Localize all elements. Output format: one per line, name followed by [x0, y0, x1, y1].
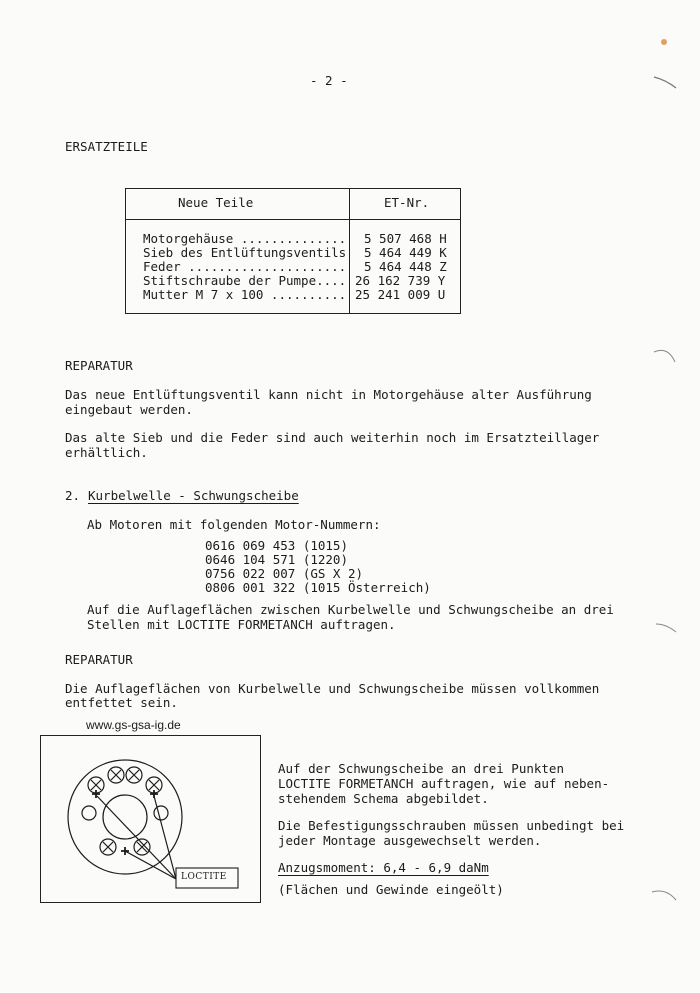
reparatur-1-para1-line2: eingebaut werden.: [65, 402, 193, 417]
page-number: - 2 -: [310, 73, 348, 88]
loctite-point-mark: [150, 790, 158, 798]
table-row-name: Sieb des Entlüftungsventils: [143, 245, 347, 260]
reparatur-2-line1: Die Auflageflächen von Kurbelwelle und Schwungscheibe müssen vollkommen: [65, 681, 600, 696]
flywheel-outer-circle: [68, 760, 182, 874]
side-text-line3: stehendem Schema abgebildet.: [278, 791, 489, 806]
motor-number-item: 0756 022 007 (GS X 2): [205, 566, 364, 581]
reparatur-heading-2: REPARATUR: [65, 652, 133, 667]
reparatur-1-para1-line1: Das neue Entlüftungsventil kann nicht in Motorgehäuse alter Ausführung: [65, 387, 592, 402]
table-row-number: 5 464 449 K: [364, 245, 447, 260]
bolt-hole: [154, 806, 168, 820]
section-2-instruction-line1: Auf die Auflageflächen zwischen Kurbelwelle und Schwungscheibe an drei: [87, 602, 614, 617]
reparatur-1-para2-line1: Das alte Sieb und die Feder sind auch weiterhin noch im Ersatzteillager: [65, 430, 600, 445]
table-row-name: Feder .....................: [143, 259, 347, 274]
table-header-number: ET-Nr.: [384, 195, 430, 210]
bolt-hole: [82, 806, 96, 820]
torque-spec: Anzugsmoment: 6,4 - 6,9 daNm: [278, 860, 489, 875]
flywheel-schema-svg: [41, 736, 260, 902]
table-row-name: Mutter M 7 x 100 ..........: [143, 287, 347, 302]
motor-number-item: 0616 069 453 (1015): [205, 538, 348, 553]
table-row-number: 5 507 468 H: [364, 231, 447, 246]
side-text-line2: LOCTITE FORMETANCH auftragen, wie auf neben-: [278, 776, 610, 791]
side-text-line4: Die Befestigungsschrauben müssen unbedingt bei: [278, 818, 625, 833]
table-row-number: 26 162 739 Y: [355, 273, 446, 288]
motor-number-item: 0646 104 571 (1220): [205, 552, 348, 567]
table-row-number: 25 241 009 U: [355, 287, 446, 302]
side-text-line5: jeder Montage ausgewechselt werden.: [278, 833, 542, 848]
section-2-intro: Ab Motoren mit folgenden Motor-Nummern:: [87, 517, 381, 532]
torque-note: (Flächen und Gewinde eingeölt): [278, 882, 504, 897]
reparatur-heading-1: REPARATUR: [65, 358, 133, 373]
parts-table: [125, 188, 461, 314]
section-2-instruction-line2: Stellen mit LOCTITE FORMETANCH auftragen.: [87, 617, 396, 632]
section-2-title: Kurbelwelle - Schwungscheibe: [88, 488, 299, 503]
table-header-divider: [126, 219, 460, 220]
table-row-name: Stiftschraube der Pumpe....: [143, 273, 347, 288]
table-column-divider: [349, 189, 350, 313]
section-heading-ersatzteile: ERSATZTEILE: [65, 139, 148, 154]
reparatur-2-line2: entfettet sein.: [65, 695, 178, 710]
side-text-line1: Auf der Schwungscheibe an drei Punkten: [278, 761, 564, 776]
table-header-name: Neue Teile: [178, 195, 254, 210]
table-row-name: Motorgehäuse ..............: [143, 231, 347, 246]
flywheel-diagram: [40, 735, 261, 903]
watermark-url: www.gs-gsa-ig.de: [86, 718, 181, 732]
section-2-number: 2.: [65, 488, 81, 503]
scan-spot: [661, 39, 667, 45]
motor-number-item: 0806 001 322 (1015 Österreich): [205, 580, 431, 595]
loctite-point-mark: [121, 847, 129, 855]
reparatur-1-para2-line2: erhältlich.: [65, 445, 148, 460]
table-row-number: 5 464 448 Z: [364, 259, 447, 274]
scan-margin-marks: [640, 20, 700, 980]
flywheel-center-hole: [103, 795, 147, 839]
loctite-point-mark: [92, 790, 100, 798]
loctite-label: LOCTITE: [181, 872, 227, 882]
